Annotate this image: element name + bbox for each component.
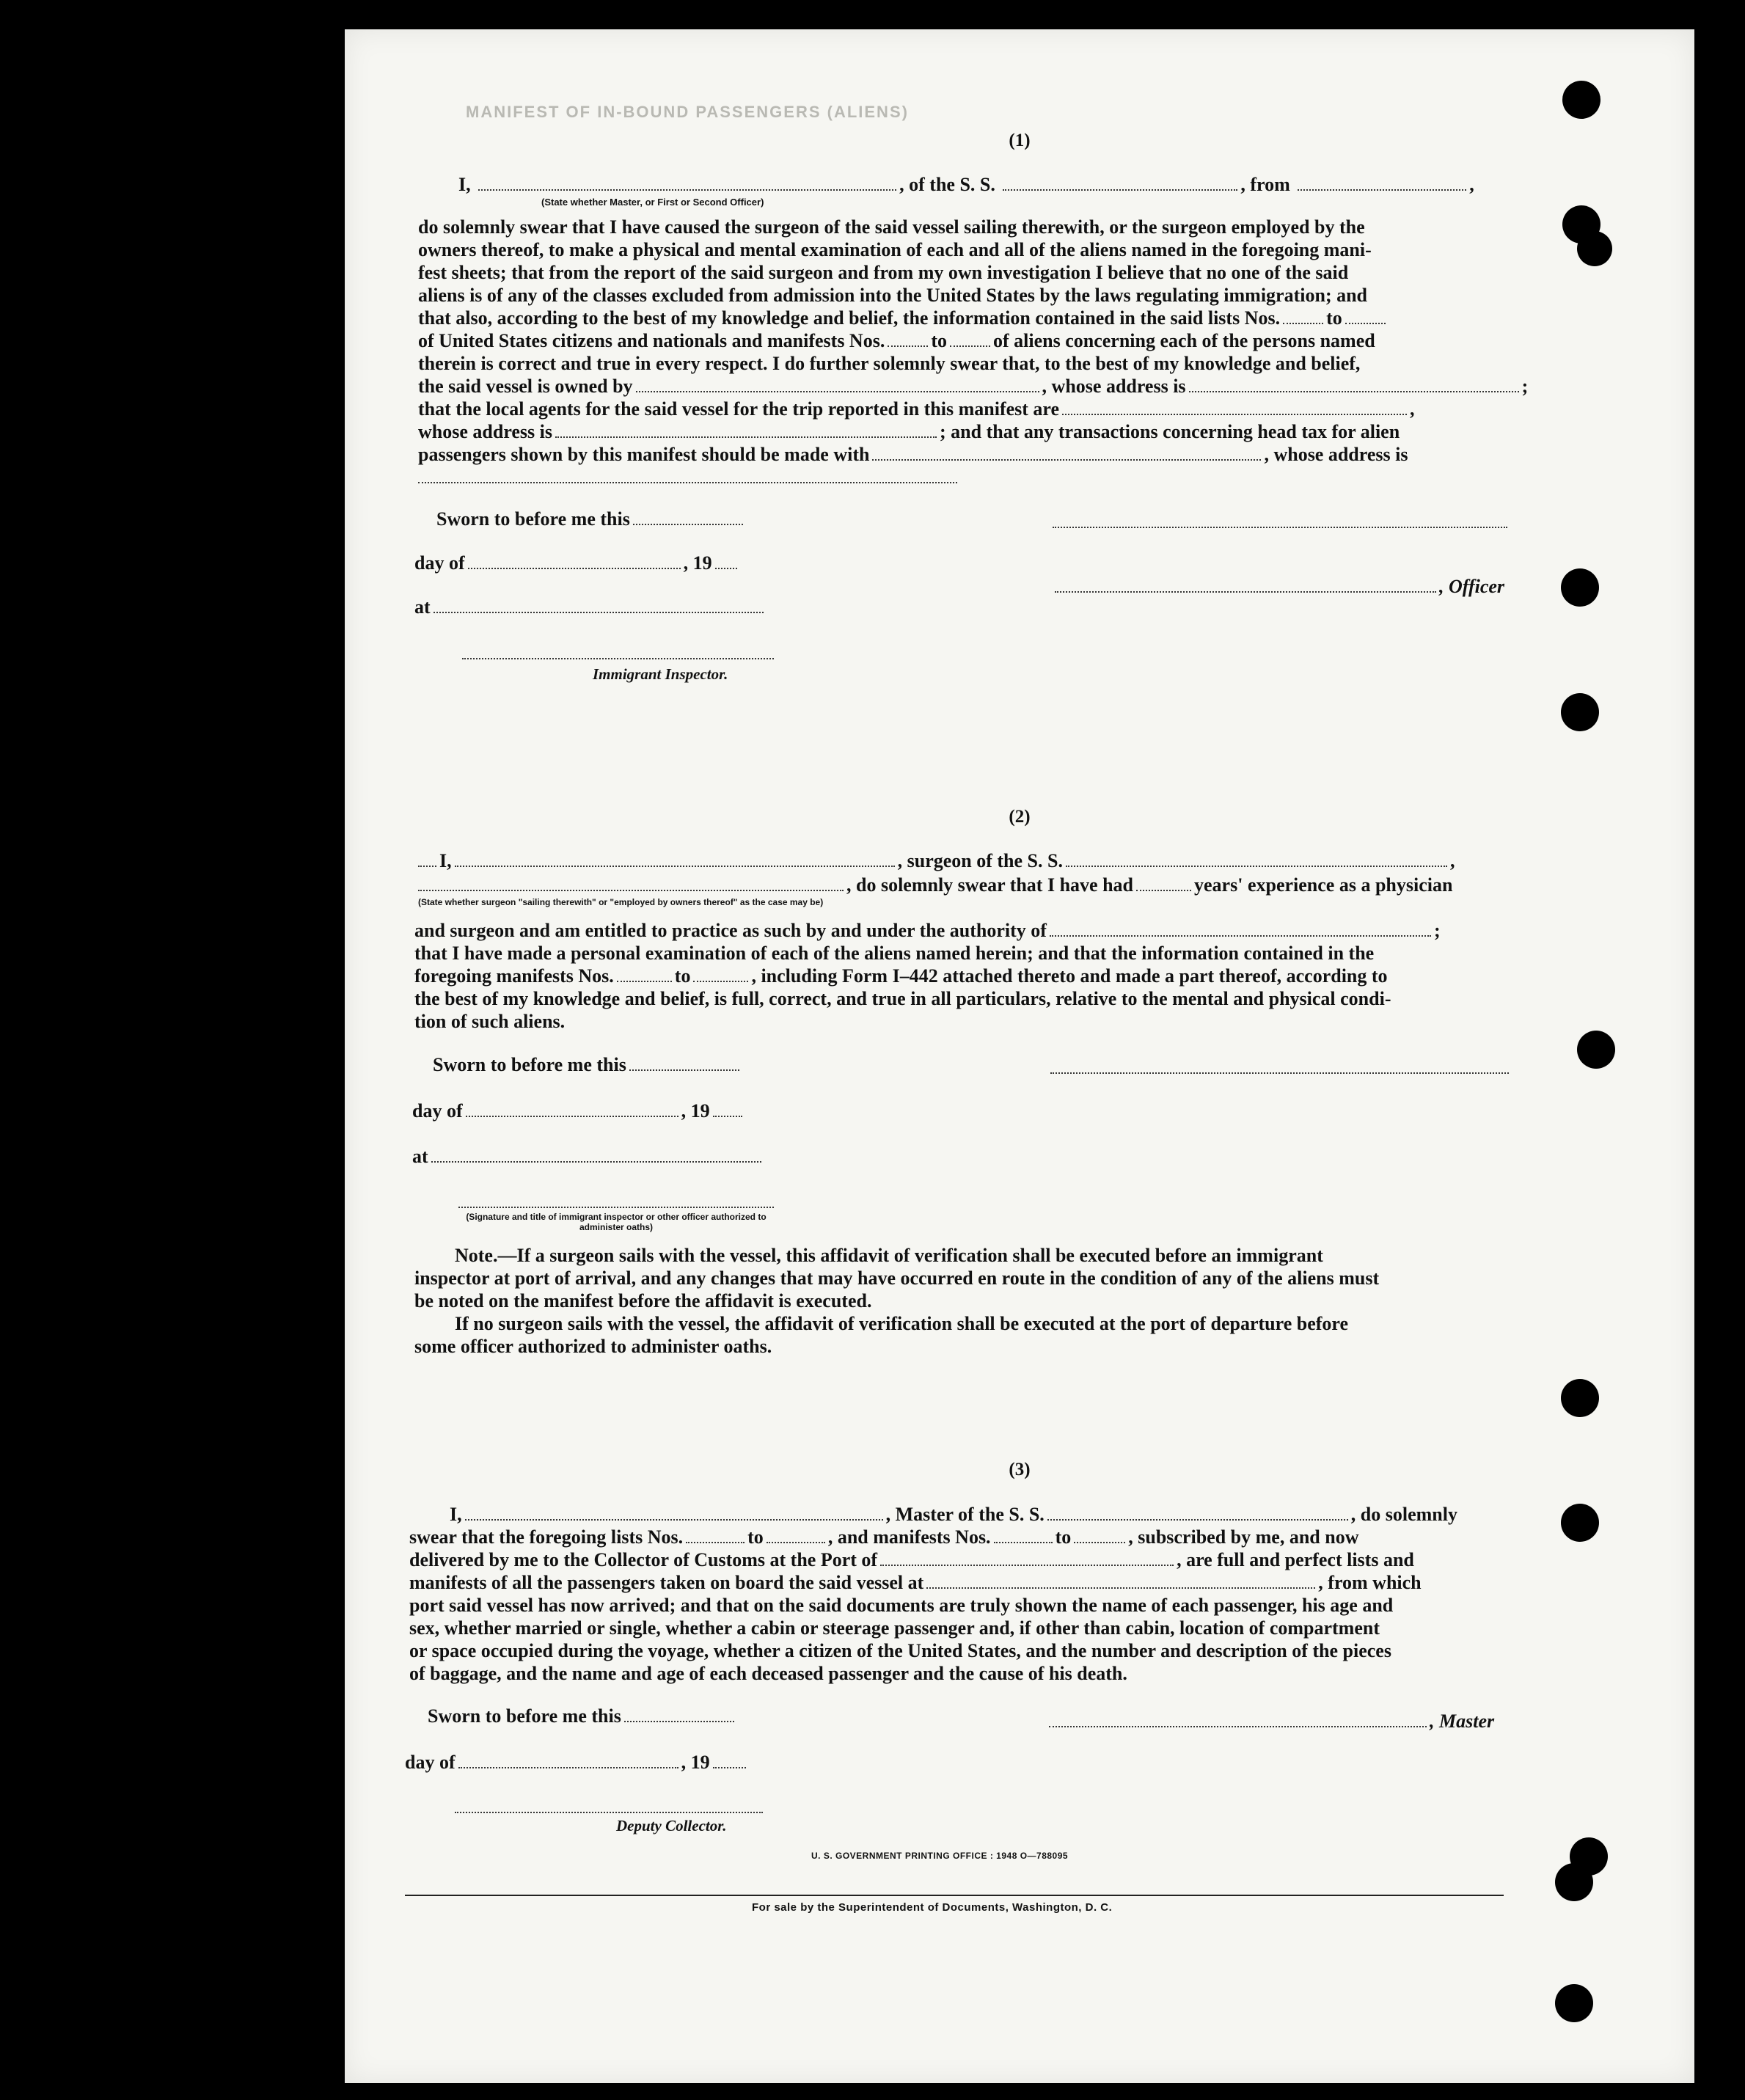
s3-manifests-to-field[interactable] [1074,1527,1125,1543]
s2-year-field[interactable] [713,1101,742,1117]
s3-master-row: , Master [1049,1711,1494,1733]
s2-surgeon-name-field[interactable] [455,851,895,867]
s3-body: I, , Master of the S. S. , do solemnly swear that the foregoing lists Nos. to , and manifests Nos. to , subscribed by me, and now delivered by me to the Collector of Customs at the Port of , are full and perfect lists and manifests of all the passengers taken on board the said vessel at , from which port said vessel has now arrived; and that on the said documents are truly shown the name of each passenger, his age and sex, whether married or single, whether a cabin or steerage passenger and, if other than cabin, location of compartment or space occupied during the voyage, whether a citizen of the United States, and the number and description of the pieces of baggage, and the name and age of each deceased passenger and the cause of his death. [409,1504,1457,1684]
s3-lists-from-field[interactable] [686,1527,745,1543]
s1-year-field[interactable] [715,553,737,569]
s2-vessel-name-field[interactable] [1066,851,1447,867]
s2-sailing-field[interactable] [418,875,844,891]
s1-lists-to-field[interactable] [1345,308,1386,324]
s2-note: Note.—If a surgeon sails with the vessel, this affidavit of verification shall be executed before an immigrant inspector at port of arrival, and any changes that may have occurred en route in the condition of any of the aliens must be noted on the manifest before the affidavit is executed. If no surgeon sails with the vessel, the affidavit of verification shall be executed at the port of departure before some officer authorized to administer oaths. [414,1245,1380,1357]
s2-manifests-from-field[interactable] [617,966,672,982]
punch-hole [1555,1863,1593,1901]
s1-sworn-day-field[interactable] [633,509,743,525]
s1-owner-field[interactable] [636,376,1039,392]
punch-hole [1577,1031,1615,1069]
s1-manifests-to-field[interactable] [950,331,990,347]
punch-hole [1562,81,1601,119]
s2-authority-field[interactable] [1050,921,1431,937]
s2-day-row: day of , 19 [412,1100,745,1122]
s3-port-field[interactable] [880,1550,1174,1566]
s1-head-tax-field[interactable] [872,444,1261,461]
s2-years-field[interactable] [1136,875,1191,891]
footer-sale-notice: For sale by the Superintendent of Documents, Washington, D. C. [752,1901,1113,1914]
s3-day-row: day of , 19 [405,1752,749,1774]
s3-master-signature-field[interactable] [1049,1711,1427,1727]
s1-from-port-field[interactable] [1298,175,1466,191]
s1-month-field[interactable] [468,553,681,569]
s3-sworn-day-field[interactable] [624,1706,734,1722]
s1-day-row: day of , 19 [414,552,740,574]
s3-master-name-field[interactable] [465,1504,883,1521]
s3-deputy-label: Deputy Collector. [616,1817,727,1834]
s2-month-field[interactable] [466,1101,678,1117]
s2-line-1: I, , surgeon of the S. S. , [418,850,1455,872]
s1-inspector-signature-line[interactable] [462,656,774,659]
s1-lists-from-field[interactable] [1283,308,1323,324]
faint-header: MANIFEST OF IN-BOUND PASSENGERS (ALIENS) [466,103,909,121]
s1-officer-name-field[interactable] [478,175,896,191]
section-2-number: (2) [1009,807,1031,827]
punch-hole [1561,568,1599,607]
s2-at-row: at [412,1146,764,1168]
s2-sig-note: (Signature and title of immigrant inspector or other officer authorized to administer oaths) [466,1212,767,1232]
s2-at-field[interactable] [431,1146,761,1163]
s1-local-agents-field[interactable] [1062,399,1407,415]
s2-sworn-day-field[interactable] [629,1055,739,1071]
s1-owner-address-field[interactable] [1189,376,1519,392]
s1-vessel-name-field[interactable] [1003,175,1237,191]
gpo-imprint: U. S. GOVERNMENT PRINTING OFFICE : 1948 O—788095 [811,1851,1069,1861]
s3-manifests-from-field[interactable] [994,1527,1053,1543]
s2-surgeon-signature-line[interactable] [1050,1071,1509,1074]
s2-sub-state: (State whether surgeon "sailing therewith" or "employed by owners thereof" as the case may be) [418,897,824,907]
punch-hole [1555,1984,1593,2022]
s2-sworn-row: Sworn to before me this [433,1054,742,1076]
footer-rule [405,1895,1504,1896]
s1-officer-signature-line[interactable] [1053,525,1507,528]
s2-inspector-signature-line[interactable] [458,1205,774,1208]
s3-embark-port-field[interactable] [926,1573,1315,1589]
s3-vessel-name-field[interactable] [1047,1504,1348,1521]
punch-hole [1561,693,1599,731]
s1-head-tax-address-field[interactable] [418,467,957,483]
s1-sub-state: (State whether Master, or First or Second Officer) [541,197,764,208]
s1-manifests-from-field[interactable] [888,331,928,347]
s1-line-1: I, , of the S. S. , from , [458,174,1474,195]
s3-lists-to-field[interactable] [767,1527,825,1543]
s2-body: and surgeon and am entitled to practice as such by and under the authority of ; that I have made a personal examination of each of the aliens named herein; and that the information contained in the foregoing manifests Nos. to , including Form I–442 attached thereto and made a part thereof, according to the best of my knowledge and belief, is full, correct, and true in all particulars, relative to the mental and physical condi- tion of such aliens. [414,920,1441,1032]
s2-manifests-to-field[interactable] [693,966,748,982]
s1-sworn-row: Sworn to before me this [436,508,746,530]
s1-at-row: at [414,596,767,618]
section-1-number: (1) [1009,131,1031,150]
punch-hole [1561,1504,1599,1542]
s1-at-field[interactable] [433,597,764,613]
s1-inspector-label: Immigrant Inspector. [593,665,728,683]
s3-year-field[interactable] [713,1752,746,1768]
s1-officer-title-field[interactable] [1055,577,1436,593]
s1-officer-row: , Officer [1055,576,1504,598]
s2-line-2: , do solemnly swear that I have had years' experience as a physician [418,874,1452,896]
punch-hole [1577,231,1612,266]
form-page [345,29,1694,2083]
section-3-number: (3) [1009,1460,1031,1479]
s1-body: do solemnly swear that I have caused the surgeon of the said vessel sailing therewith, or the surgeon employed by the owners thereof, to make a physical and mental examination of each and all of the aliens named in the foregoing mani- fest sheets; that from the report of the said surgeon and from my own investigation I believe that no one of the said aliens is of any of the classes excluded from admission into the United States by the laws regulating immigration; and that also, according to the best of my knowledge and belief, the information contained in the said lists Nos. to of United States citizens and nationals and manifests Nos. to of aliens concerning each of the persons named therein is correct and true in every respect. I do further solemnly swear that, to the best of my knowledge and belief, the said vessel is owned by , whose address is ; that the local agents for the said vessel for the trip reported in this manifest are , whose address is ; and that any transactions concerning head tax for alien passengers shown by this manifest should be made with , whose address is [418,216,1511,489]
s1-agents-address-field[interactable] [555,422,937,438]
punch-hole [1561,1379,1599,1417]
s3-deputy-signature-line[interactable] [455,1810,763,1813]
s3-month-field[interactable] [458,1752,678,1768]
s3-sworn-row: Sworn to before me this [428,1705,737,1727]
